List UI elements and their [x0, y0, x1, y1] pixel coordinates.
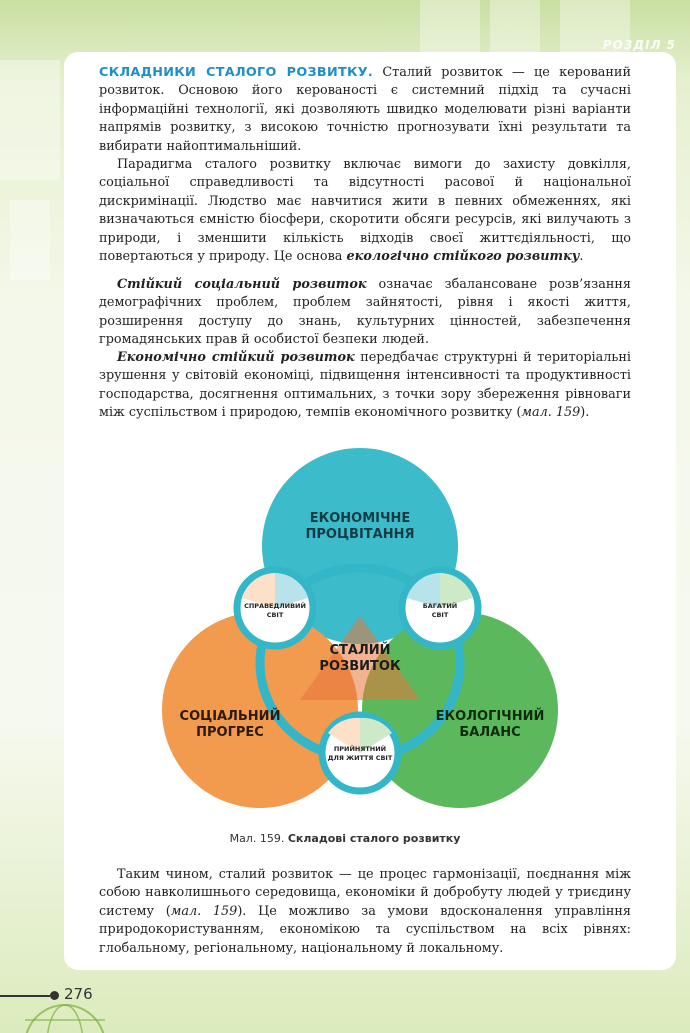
footer-dot: [50, 991, 59, 1000]
section-heading: СКЛАДНИКИ СТАЛОГО РОЗВИТКУ.: [99, 65, 374, 80]
figure-ref-2: мал. 159: [170, 903, 238, 919]
paragraph-1-text: Сталий розвиток — це керований розвиток. Основою його керованості є системний підхід та сучасні інформаційні технології, які дозволяють швидко моделювати різні варіанти напрямів розвитку, з високою точністю прогнозувати їхні результати та вибирати найоптимальніший.: [99, 65, 631, 154]
paragraph-2-text: Парадигма сталого розвитку включає вимоги до захисту довкілля, соціальної справедливості та відсутності расової й національної дискримінації. Людство має навчитися жити в певних обмеженнях, які визначаються ємністю біосфери, скоротити обсяги ресурсів, які вилучають з природи, і зменшити кількість відходів своєї життєдіяльності, що повертаються у природу. Це основа: [99, 157, 631, 265]
paragraph-5-end: ). Це можливо за умови вдосконалення управління природокористуванням, економікою та суспільством на всіх рівнях: глобальному, регіональному, національному й локальному.: [99, 903, 631, 956]
term-social: Стійкий соціальний розвиток: [117, 277, 367, 292]
section-tag: РОЗДІЛ 5: [602, 38, 676, 52]
label-social-2: ПРОГРЕС: [196, 725, 264, 740]
figure-caption: [0, 832, 690, 845]
label-small-bottom-2: ДЛЯ ЖИТТЯ СВІТ: [327, 754, 393, 762]
label-center-1: СТАЛИЙ: [329, 643, 391, 658]
paragraph-4-text: передбачає структурні й територіальні зрушення у світовій економіці, підвищення інтенсивності та продуктивності господарства, досягнення оптимальних, з точки зору збереження рівноваги між суспільством і природою, темпів економічного розвитку (: [99, 350, 631, 421]
label-small-right-1: БАГАТИЙ: [422, 602, 458, 610]
footer-line: [0, 995, 50, 997]
paragraph-3: [99, 276, 631, 350]
caption-title: Складові сталого розвитку: [287, 832, 461, 845]
label-small-bottom-1: ПРИЙНЯТНИЙ: [333, 745, 387, 753]
sustainability-diagram: [150, 448, 570, 828]
paragraph-4: [99, 349, 631, 423]
label-economic-2: ПРОЦВІТАННЯ: [305, 527, 415, 542]
paragraph-1: [99, 64, 631, 156]
paragraph-2-end: .: [579, 249, 584, 265]
caption-number: Мал. 159.: [229, 832, 285, 845]
label-small-left-2: СВІТ: [266, 611, 284, 619]
paragraph-3-text: означає збалансоване розв’язання демографічних проблем, проблем зайнятості, рівня і якості життя, розширення доступу до знань, культурних цінностей, забезпечення громадянських прав й особистої безпеки людей.: [99, 277, 631, 348]
term-econ: Економічно стійкий розвиток: [117, 350, 355, 365]
globe-icon: [20, 1000, 110, 1033]
label-center-2: РОЗВИТОК: [319, 659, 401, 674]
term-eco: екологічно стійкого розвитку: [346, 249, 580, 265]
label-small-left-1: СПРАВЕДЛИВИЙ: [244, 602, 306, 610]
figure-ref: мал. 159: [521, 405, 581, 421]
label-social-1: СОЦІАЛЬНИЙ: [179, 709, 281, 724]
label-small-right-2: СВІТ: [431, 611, 449, 619]
paragraph-5-text: Таким чином, сталий розвиток — це процес гармонізації, поєднання між собою навколишнього середовища, економіки й добробуту людей у триєдину систему (: [99, 867, 631, 919]
paragraph-5: [99, 866, 631, 958]
paragraph-4-end: ).: [580, 405, 590, 421]
label-ecological-2: БАЛАНС: [459, 725, 521, 740]
page-number: 276: [64, 985, 93, 1003]
label-economic-1: ЕКОНОМІЧНЕ: [309, 511, 411, 526]
paragraph-2: [99, 156, 631, 266]
label-ecological-1: ЕКОЛОГІЧНИЙ: [435, 709, 545, 724]
